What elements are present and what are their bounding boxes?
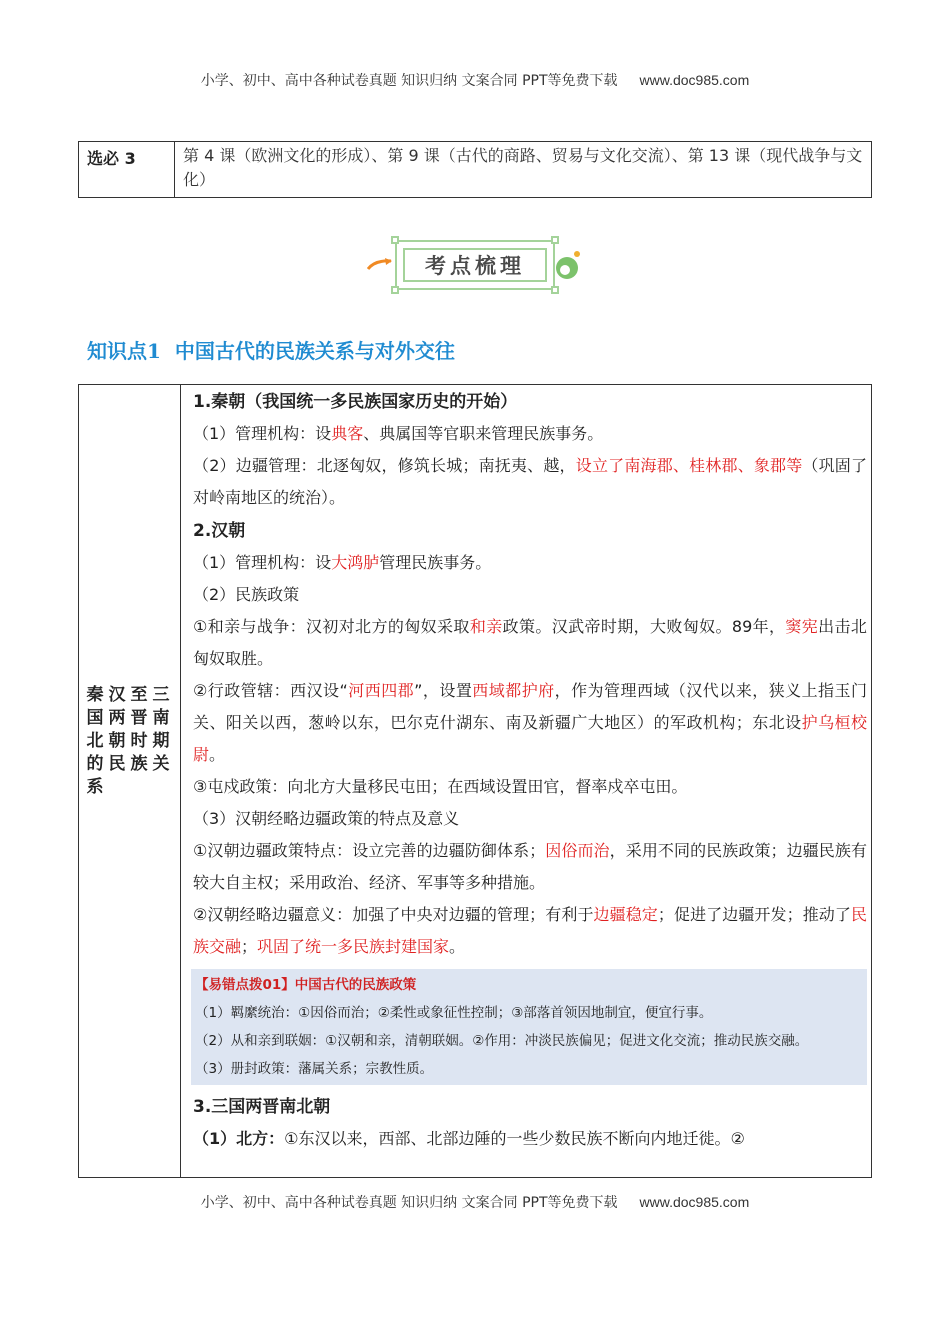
- han-para-8: ②汉朝经略边疆意义：加强了中央对边疆的管理；有利于边疆稳定；促进了边疆开发；推动了民族交融；巩固了统一多民族封建国家。: [193, 905, 867, 956]
- han-para-5: ③屯戍政策：向北方大量移民屯田；在西域设置田官，督率戍卒屯田。: [193, 777, 688, 796]
- footer-url[interactable]: www.doc985.com: [639, 1194, 750, 1210]
- section-qin-title: 1.秦朝（我国统一多民族国家历史的开始）: [193, 392, 518, 412]
- qin-para-1: （1）管理机构：设典客、典属国等官职来管理民族事务。: [193, 424, 604, 443]
- header-url[interactable]: www.doc985.com: [639, 72, 750, 88]
- tip-title: 【易错点拨01】中国古代的民族政策: [195, 977, 417, 993]
- course-content: 第 4 课（欧洲文化的形成）、第 9 课（古代的商路、贸易与文化交流）、第 13 课（现代战争与文化）: [183, 146, 863, 189]
- han-para-6: （3）汉朝经略边疆政策的特点及意义: [193, 809, 460, 828]
- content-table: [78, 384, 872, 1178]
- han-para-1: （1）管理机构：设大鸿胪管理民族事务。: [193, 553, 492, 572]
- course-label: 选必 3: [79, 142, 175, 197]
- tip-line-2: （2）从和亲到联姻：①汉朝和亲，清朝联姻。②作用：冲淡民族偏见；促进文化交流；推动民族交融。: [195, 1033, 809, 1049]
- section-sanguo-title: 3.三国两晋南北朝: [193, 1097, 331, 1117]
- period-label: 秦汉至三国两晋南北朝时期的民族关系: [86, 684, 173, 797]
- error-tip-box: [191, 969, 867, 1085]
- qin-para-2: （2）边疆管理：北逐匈奴，修筑长城；南抚夷、越，设立了南海郡、桂林郡、象郡等（巩固了对岭南地区的统治）。: [193, 456, 867, 507]
- decor-circle-icon: [553, 246, 583, 286]
- banner-box: [395, 240, 555, 290]
- han-para-3: ①和亲与战争：汉初对北方的匈奴采取和亲政策。汉武帝时期，大败匈奴。89年，窦宪出击北匈奴取胜。: [193, 617, 867, 668]
- sanguo-para-1: （1）北方：①东汉以来，西部、北部边陲的一些少数民族不断向内地迁徙。②: [193, 1129, 745, 1148]
- page-header: [0, 70, 950, 90]
- han-para-7: ①汉朝边疆政策特点：设立完善的边疆防御体系；因俗而治，采用不同的民族政策；边疆民族有较大自主权；采用政治、经济、军事等多种措施。: [193, 841, 867, 892]
- knowledge-point-title: 知识点1 中国古代的民族关系与对外交往: [87, 339, 455, 363]
- tip-line-1: （1）羁縻统治：①因俗而治；②柔性或象征性控制；③部落首领因地制宜，便宜行事。: [195, 1005, 713, 1021]
- swoosh-icon: [367, 258, 393, 270]
- course-table: [78, 141, 872, 198]
- han-para-4: ②行政管辖：西汉设“河西四郡”，设置西域都护府，作为管理西域（汉代以来，狭义上指玉门关、阳关以西，葱岭以东，巴尔克什湖东、南及新疆广大地区）的军政机构；东北设护乌桓校尉。: [193, 681, 867, 764]
- tip-line-3: （3）册封政策：藩属关系；宗教性质。: [195, 1061, 434, 1077]
- content-cell: [181, 385, 871, 1177]
- banner-title: 考点梳理: [425, 254, 525, 278]
- footer-text: 小学、初中、高中各种试卷真题 知识归纳 文案合同 PPT等免费下载: [200, 1195, 618, 1211]
- page-footer: [0, 1192, 950, 1212]
- section-banner: [367, 236, 583, 298]
- header-text: 小学、初中、高中各种试卷真题 知识归纳 文案合同 PPT等免费下载: [200, 73, 618, 89]
- han-para-2: （2）民族政策: [193, 585, 300, 604]
- period-label-cell: [79, 385, 181, 1177]
- section-han-title: 2.汉朝: [193, 521, 246, 541]
